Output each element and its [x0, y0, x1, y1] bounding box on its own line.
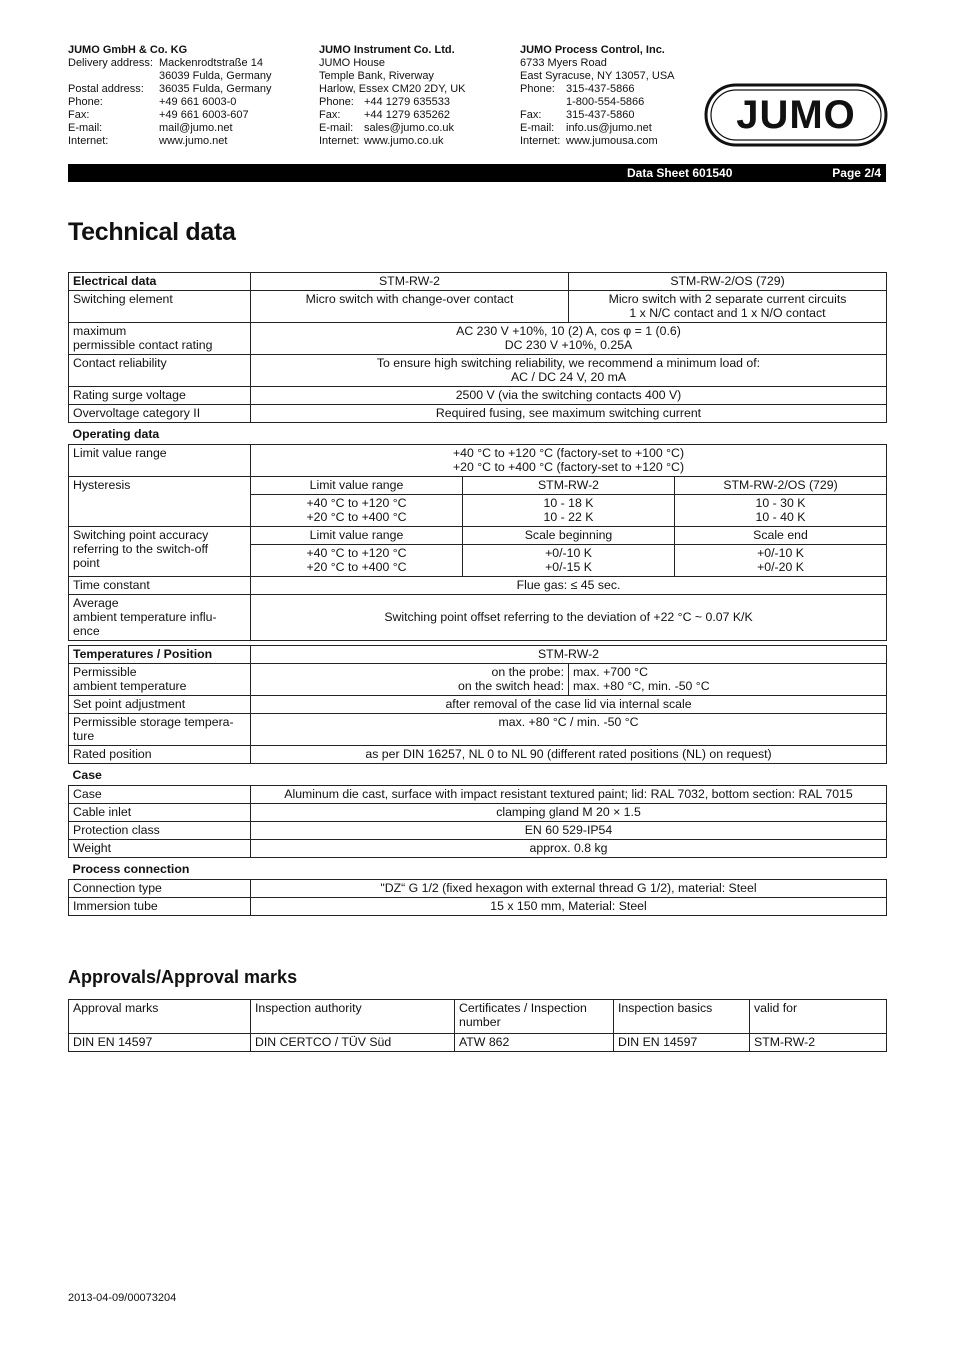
- table-row: Permissible ambient temperature on the probe: on the switch head: max. +700 °C max. +80 °C, min. -50 °C: [69, 664, 887, 696]
- table-row: Limit value range +40 °C to +120 °C (factory-set to +100 °C) +20 °C to +400 °C (factory-set to +120 °C): [69, 445, 887, 477]
- table-row: Electrical data STM-RW-2 STM-RW-2/OS (729): [69, 273, 887, 291]
- address-jumo-germany: JUMO GmbH & Co. KG Delivery address: Mackenrodtstraße 14 36039 Fulda, Germany Postal address: 36035 Fulda, Germany Phone: +49 661 6003-0 Fax: +49 661 6003-607 E-mail: mail@jumo.net Internet: www.jumo.net: [68, 44, 272, 147]
- table-row: Connection type "DZ“ G 1/2 (fixed hexagon with external thread G 1/2), material: Steel: [69, 880, 887, 898]
- section-heading: Electrical data: [69, 273, 251, 291]
- table-row: DIN EN 14597 DIN CERTCO / TÜV Süd ATW 862 DIN EN 14597 STM-RW-2: [69, 1034, 887, 1052]
- section-heading: Operating data: [72, 427, 160, 441]
- datasheet-number: Data Sheet 601540: [627, 166, 733, 180]
- table-row: +40 °C to +120 °C +20 °C to +400 °C 10 - 18 K 10 - 22 K 10 - 30 K 10 - 40 K: [69, 495, 887, 527]
- page-title: Technical data: [68, 218, 236, 246]
- address-jumo-uk: JUMO Instrument Co. Ltd. JUMO House Temple Bank, Riverway Harlow, Essex CM20 2DY, UK Phone: +44 1279 635533 Fax: +44 1279 635262 E-mail: sales@jumo.co.uk Internet: www.jumo.co.uk: [319, 44, 466, 147]
- address-jumo-usa: JUMO Process Control, Inc. 6733 Myers Road East Syracuse, NY 13057, USA Phone: 315-437-5866 1-800-554-5866 Fax: 315-437-5860 E-mail: info.us@jumo.net Internet: www.jumousa.com: [520, 44, 675, 147]
- logo-text: JUMO: [736, 93, 856, 137]
- section-row: [69, 764, 887, 786]
- table-row: Cable inlet clamping gland M 20 × 1.5: [69, 804, 887, 822]
- table-row: Protection class EN 60 529-IP54: [69, 822, 887, 840]
- table-row: Immersion tube 15 x 150 mm, Material: Steel: [69, 898, 887, 916]
- company-name: JUMO GmbH & Co. KG: [68, 44, 188, 56]
- table-row: Contact reliability To ensure high switching reliability, we recommend a minimum load of: AC / DC 24 V, 20 mA: [69, 355, 887, 387]
- table-row: Average ambient temperature influ- ence Switching point offset referring to the deviation of +22 °C ~ 0.07 K/K: [69, 595, 887, 641]
- table-row: Switching point accuracy referring to the switch-off point Limit value range Scale beginning Scale end: [69, 527, 887, 545]
- approvals-table: [68, 999, 887, 1052]
- section-row: [69, 858, 887, 880]
- table-row: Overvoltage category II Required fusing, see maximum switching current: [69, 405, 887, 423]
- table-row: maximum permissible contact rating AC 230 V +10%, 10 (2) A, cos φ = 1 (0.6) DC 230 V +10%, 0.25A: [69, 323, 887, 355]
- table-header-row: Approval marks Inspection authority Certificates / Inspection number Inspection basics valid for: [69, 1000, 887, 1034]
- header-bar: [68, 164, 886, 182]
- table-row: Time constant Flue gas: ≤ 45 sec.: [69, 577, 887, 595]
- company-name: JUMO Instrument Co. Ltd.: [319, 44, 455, 56]
- document-footer-id: 2013-04-09/00073204: [68, 1292, 177, 1304]
- section-heading: Temperatures / Position: [69, 646, 251, 664]
- company-name: JUMO Process Control, Inc.: [520, 44, 665, 56]
- table-row: Rated position as per DIN 16257, NL 0 to NL 90 (different rated positions (NL) on request): [69, 746, 887, 764]
- table-row: +40 °C to +120 °C +20 °C to +400 °C +0/-10 K +0/-15 K +0/-10 K +0/-20 K: [69, 545, 887, 577]
- section-heading: Case: [72, 768, 102, 782]
- table-row: Set point adjustment after removal of the case lid via internal scale: [69, 696, 887, 714]
- page-number: Page 2/4: [832, 166, 881, 180]
- table-row: Rating surge voltage 2500 V (via the switching contacts 400 V): [69, 387, 887, 405]
- section-heading: Process connection: [72, 862, 190, 876]
- table-row: Switching element Micro switch with change-over contact Micro switch with 2 separate current circuits 1 x N/C contact and 1 x N/O contact: [69, 291, 887, 323]
- table-row: Case Aluminum die cast, surface with impact resistant textured paint; lid: RAL 7032, bottom section: RAL 7015: [69, 786, 887, 804]
- approvals-heading: Approvals/Approval marks: [68, 967, 298, 987]
- technical-data-table: [68, 272, 887, 916]
- table-row: Temperatures / Position STM-RW-2: [69, 646, 887, 664]
- jumo-logo: [704, 83, 888, 147]
- table-row: Weight approx. 0.8 kg: [69, 840, 887, 858]
- table-row: Permissible storage tempera- ture max. +80 °C / min. -50 °C: [69, 714, 887, 746]
- table-row: Hysteresis Limit value range STM-RW-2 STM-RW-2/OS (729): [69, 477, 887, 495]
- section-row: [69, 423, 887, 445]
